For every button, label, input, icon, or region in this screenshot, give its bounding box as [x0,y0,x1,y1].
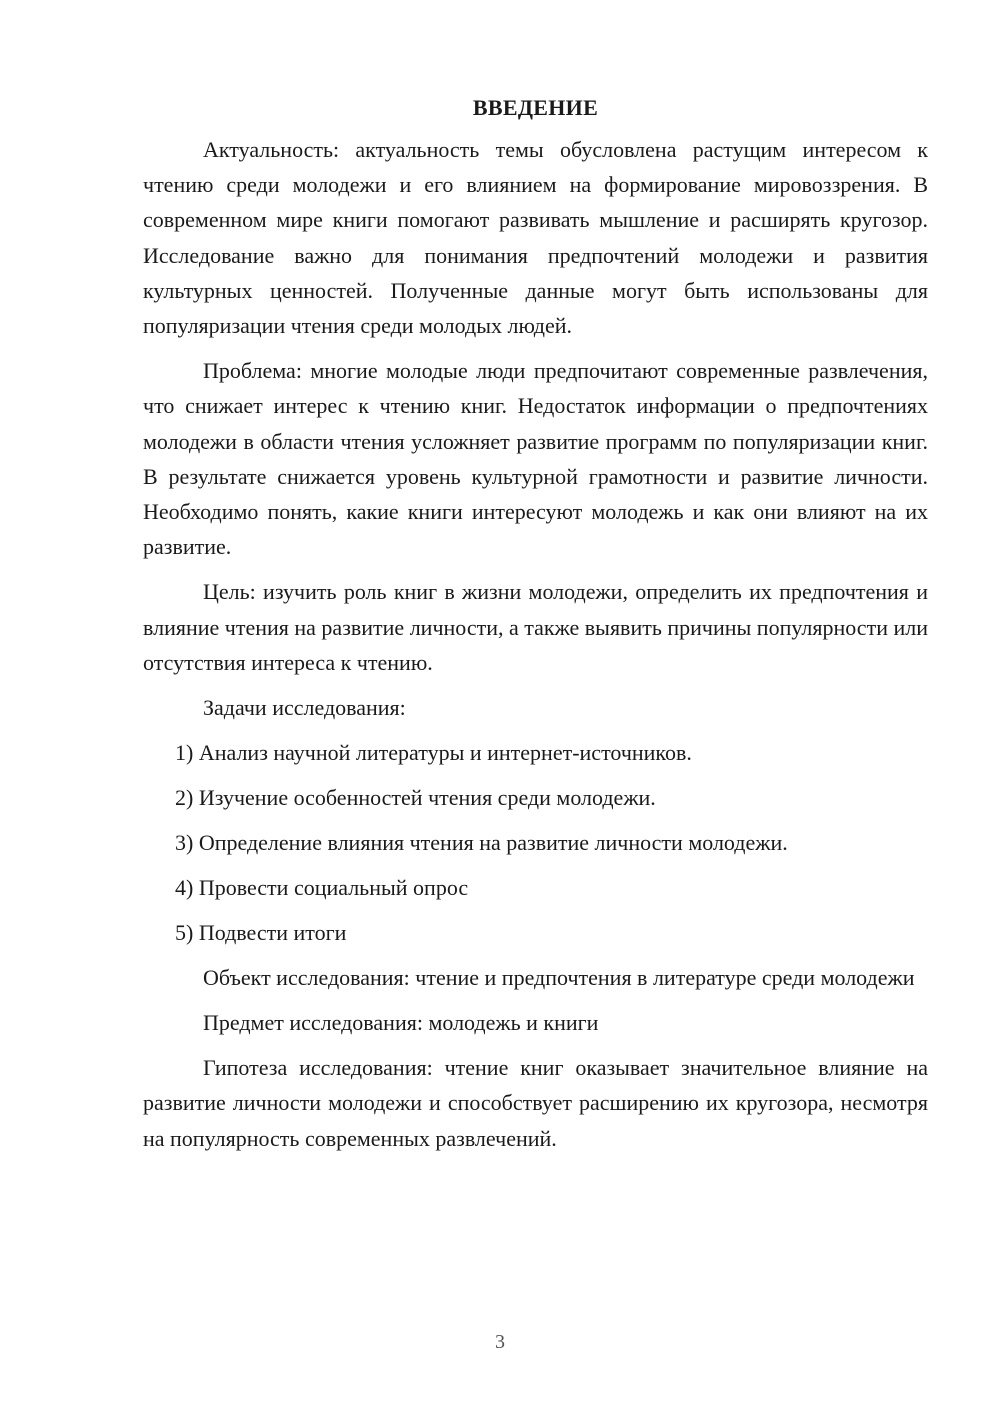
list-item: 3) Определение влияния чтения на развитие личности молодежи. [175,830,788,856]
goal-paragraph: Цель: изучить роль книг в жизни молодежи, определить их предпочтения и влияние чтения на развитие личности, а также выявить причины популярности или отсутствия интереса к чтению. [143,579,928,675]
object-paragraph: Объект исследования: чтение и предпочтения в литературе среди молодежи [203,965,915,991]
problem-paragraph: Проблема: многие молодые люди предпочитают современные развлечения, что снижает интерес к чтению книг. Недостаток информации о предпочтениях молодежи в области чтения усложняет развитие программ по популяризации книг. В результате снижается уровень культурной грамотности и развитие личности. Необходимо понять, какие книги интересуют молодежь и как они влияют на их развитие. [143,358,928,560]
hypothesis-paragraph: Гипотеза исследования: чтение книг оказывает значительное влияние на развитие личности молодежи и способствует расширению их кругозора, несмотря на популярность современных развлечений. [143,1055,928,1151]
page-title: ВВЕДЕНИЕ [472,95,599,120]
list-item: 4) Провести социальный опрос [175,875,469,901]
relevance-paragraph: Актуальность: актуальность темы обусловлена растущим интересом к чтению среди молодежи и его влиянием на формирование мировоззрения. В современном мире книги помогают развивать мышление и расширять кругозор. Исследование важно для понимания предпочтений молодежи и развития культурных ценностей. Полученные данные могут быть использованы для популяризации чтения среди молодых людей. [143,137,928,339]
list-item: 1) Анализ научной литературы и интернет-источников. [175,740,692,766]
list-item: 5) Подвести итоги [175,920,347,946]
tasks-list [143,735,928,950]
page-number: 3 [495,1331,505,1353]
tasks-heading: Задачи исследования: [203,695,406,721]
subject-paragraph: Предмет исследования: молодежь и книги [203,1010,599,1036]
list-item: 2) Изучение особенностей чтения среди молодежи. [175,785,656,811]
